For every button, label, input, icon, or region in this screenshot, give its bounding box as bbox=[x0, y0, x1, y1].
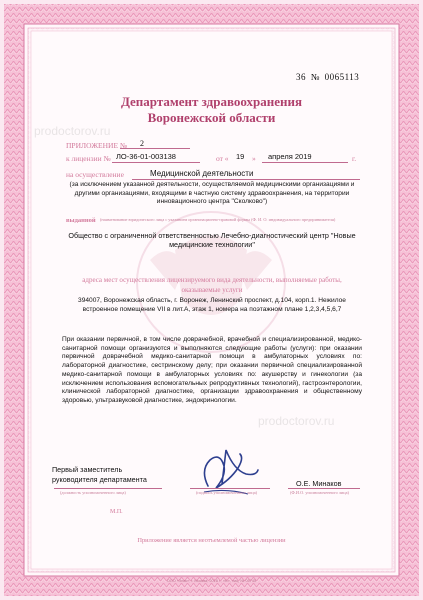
signer-title-line-2: руководителя департамента bbox=[52, 474, 147, 484]
seal-mark-label: М.П. bbox=[110, 509, 123, 515]
services-text: При оказании первичной, в том числе доврачебной, врачебной и специализированной, медико-санитарной помощи организуются и выполняются следующие работы (услуги): при оказании первичной доврачебной медико-санитарной помощи в амбулаторных условиях по: лабораторной диагностике, сестринскому делу; при оказании первичной специализированной медико-санитарной помощи в амбулаторных условиях по: акушерству и гинекологии (за исключением использования вспомогательных репродуктивных технологий), гастроэнтерологии, клинической лабораторной диагностике, организации здравоохранения и общественному здоровью, ультразвуковой диагностике, эндокринологии. bbox=[62, 336, 362, 404]
signature-hint: (подпись уполномоченного лица) bbox=[196, 490, 258, 495]
license-month-year: апреля 2019 bbox=[268, 152, 312, 161]
issued-hint: (наименование юридического лица с указанием организационно-правовой формы (Ф. И. О. индивидуального предпринимателя) bbox=[100, 217, 336, 222]
position-line bbox=[54, 488, 162, 489]
appendix-label: ПРИЛОЖЕНИЕ № bbox=[66, 141, 128, 150]
name-hint: (Ф.И.О. уполномоченного лица) bbox=[290, 490, 349, 495]
license-day: 19 bbox=[236, 152, 245, 161]
printer-info: ООО «Знак», г. Москва, 2018 г., «Б», лиц. № 05745 bbox=[166, 579, 257, 583]
issued-organization: Общество с ограниченной ответственностью Лечебно-диагностический центр "Новые медицинские технологии" bbox=[68, 231, 356, 249]
footer-note: Приложение является неотъемлемой частью лицензии bbox=[137, 537, 286, 544]
activity-label: на осуществление bbox=[66, 170, 124, 179]
address-label: адреса мест осуществления лицензируемого вида деятельности, выполняемые работы, оказываемые услуги bbox=[82, 276, 342, 294]
license-from-label: от « bbox=[216, 154, 229, 163]
license-number: ЛО-36-01-003138 bbox=[116, 152, 176, 161]
activity-description: (за исключением указанной деятельности, осуществляемой медицинскими организациями и другими организациями, входящими в частную систему здравоохранения, на территории инновационного центра "Сколково") bbox=[69, 181, 355, 206]
serial-no-sign: № bbox=[310, 72, 320, 82]
serial-number bbox=[296, 72, 359, 82]
serial-series: 36 bbox=[296, 72, 306, 82]
activity-line bbox=[132, 179, 360, 180]
signature-line bbox=[190, 488, 270, 489]
license-year-suffix: г. bbox=[352, 154, 357, 163]
signer-name: О.Е. Минаков bbox=[296, 479, 342, 488]
license-date-line bbox=[262, 162, 348, 163]
issuer-line-2: Воронежской области bbox=[147, 110, 276, 125]
watermark-top: prodoctorov.ru bbox=[34, 124, 111, 138]
issued-label: выданной bbox=[66, 217, 96, 224]
signer-title-line-1: Первый заместитель bbox=[52, 465, 123, 474]
address-text: 394007, Воронежская область, г. Воронеж, Ленинский проспект, д.104, корп.1. Нежилое встроенное помещение VII в лит.А, этаж 1, номера на поэтажном плане 1,2,3,4,5,6,7 bbox=[78, 297, 346, 313]
license-number-line bbox=[112, 162, 200, 163]
activity-title: Медицинской деятельности bbox=[150, 169, 254, 178]
watermark-bottom: prodoctorov.ru bbox=[258, 414, 335, 428]
issuer-line-1: Департамент здравоохранения bbox=[120, 94, 303, 109]
signer-title bbox=[52, 465, 147, 484]
handwritten-signature bbox=[186, 440, 266, 508]
license-day-close: » bbox=[252, 154, 256, 163]
position-hint: (должность уполномоченного лица) bbox=[60, 490, 126, 495]
issuer-heading bbox=[60, 94, 363, 126]
serial-value: 0065113 bbox=[324, 72, 360, 82]
license-label: к лицензии № bbox=[66, 154, 111, 163]
appendix-value: 2 bbox=[140, 139, 144, 148]
appendix-line bbox=[120, 148, 190, 149]
name-line bbox=[288, 488, 360, 489]
